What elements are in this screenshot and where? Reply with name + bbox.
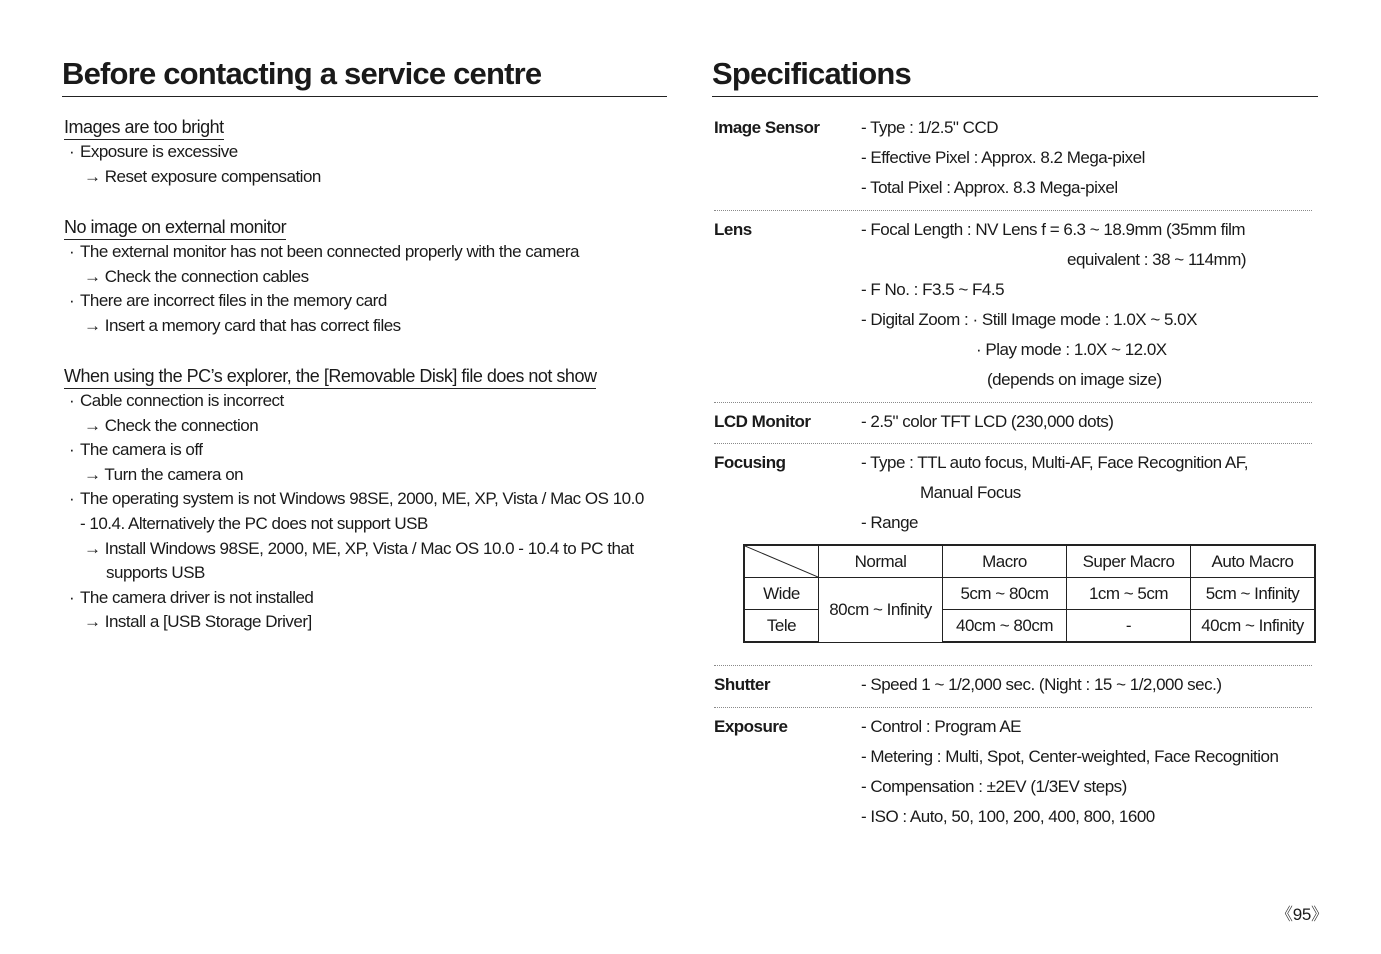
spec-label: Image Sensor xyxy=(714,118,820,137)
page-title-troubleshooting: Before contacting a service centre xyxy=(62,56,667,97)
column-header: Super Macro xyxy=(1067,545,1191,578)
remedy-line: → Install a [USB Storage Driver] xyxy=(84,612,312,632)
spec-label: LCD Monitor xyxy=(714,412,811,431)
focus-range-table xyxy=(743,544,1316,643)
column-header: Normal xyxy=(819,545,943,578)
spec-line: - 2.5" color TFT LCD (230,000 dots) xyxy=(861,412,1114,431)
table-cell: 40cm ~ Infinity xyxy=(1191,610,1316,643)
spec-line-continuation: (depends on image size) xyxy=(987,370,1162,389)
spec-line: - Compensation : ±2EV (1/3EV steps) xyxy=(861,777,1127,796)
section-too-bright xyxy=(64,116,664,189)
spec-line: - Speed 1 ~ 1/2,000 sec. (Night : 15 ~ 1/2,000 sec.) xyxy=(861,675,1222,694)
diagonal-line xyxy=(745,546,818,577)
section-heading: When using the PC’s explorer, the [Removable Disk] file does not show xyxy=(64,365,596,389)
remedy-line: → Install Windows 98SE, 2000, ME, XP, Vista / Mac OS 10.0 - 10.4 to PC that xyxy=(84,538,634,558)
remedy-continuation: supports USB xyxy=(106,563,205,583)
spec-label: Lens xyxy=(714,220,752,239)
symptom-line: · Exposure is excessive xyxy=(69,142,238,161)
section-heading: Images are too bright xyxy=(64,116,224,140)
section-removable-disk xyxy=(64,365,664,635)
table-cell: 1cm ~ 5cm xyxy=(1067,578,1191,610)
spec-values xyxy=(861,215,1246,395)
spec-line: - Metering : Multi, Spot, Center-weighted, Face Recognition xyxy=(861,747,1279,766)
spec-line: - Focal Length : NV Lens f = 6.3 ~ 18.9mm (35mm film xyxy=(861,220,1246,239)
table-cell: 5cm ~ Infinity xyxy=(1191,578,1316,610)
row-header: Tele xyxy=(744,610,819,643)
spec-label: Shutter xyxy=(714,675,770,694)
spec-line: - ISO : Auto, 50, 100, 200, 400, 800, 1600 xyxy=(861,807,1155,826)
page-number: 《95》 xyxy=(1276,905,1328,924)
column-header: Macro xyxy=(943,545,1067,578)
dotted-divider xyxy=(714,443,1312,444)
table-row xyxy=(744,578,1315,610)
symptom-continuation: - 10.4. Alternatively the PC does not support USB xyxy=(80,513,428,533)
symptom-line: · There are incorrect files in the memory card xyxy=(69,291,387,311)
spec-line: - Type : 1/2.5" CCD xyxy=(861,118,999,137)
spec-label: Focusing xyxy=(714,453,786,472)
spec-line-continuation: · Play mode : 1.0X ~ 12.0X xyxy=(976,340,1167,359)
section-no-external-image xyxy=(64,216,664,338)
spec-line: - Range xyxy=(861,513,918,532)
spec-line: - F No. : F3.5 ~ F4.5 xyxy=(861,280,1005,299)
page-title-specifications: Specifications xyxy=(712,56,1318,97)
spec-label: Exposure xyxy=(714,717,788,736)
spec-line-continuation: Manual Focus xyxy=(920,483,1021,502)
column-header: Auto Macro xyxy=(1191,545,1316,578)
symptom-line: · The external monitor has not been connected properly with the camera xyxy=(69,242,579,261)
table-cell-shared: 80cm ~ Infinity xyxy=(819,578,943,643)
symptom-line: · Cable connection is incorrect xyxy=(69,391,284,410)
spec-line: - Type : TTL auto focus, Multi-AF, Face Recognition AF, xyxy=(861,453,1248,472)
dotted-divider xyxy=(714,707,1312,708)
remedy-line: → Check the connection xyxy=(84,415,259,435)
diagonal-header-cell xyxy=(744,545,819,578)
row-header: Wide xyxy=(744,578,819,610)
symptom-line: · The operating system is not Windows 98SE, 2000, ME, XP, Vista / Mac OS 10.0 xyxy=(69,489,644,509)
symptom-line: · The camera is off xyxy=(69,440,203,460)
table-cell: - xyxy=(1067,610,1191,643)
table-cell: 5cm ~ 80cm xyxy=(943,578,1067,610)
spec-values xyxy=(861,407,1113,437)
spec-values xyxy=(861,448,1248,538)
spec-line: - Control : Program AE xyxy=(861,717,1022,736)
dotted-divider xyxy=(714,210,1312,211)
table-cell: 40cm ~ 80cm xyxy=(943,610,1067,643)
remedy-line: → Turn the camera on xyxy=(84,464,244,484)
remedy-line: → Insert a memory card that has correct files xyxy=(84,315,401,335)
spec-line: - Total Pixel : Approx. 8.3 Mega-pixel xyxy=(861,178,1118,197)
dotted-divider xyxy=(714,402,1312,403)
symptom-line: · The camera driver is not installed xyxy=(69,587,314,607)
spec-line: - Digital Zoom : · Still Image mode : 1.0X ~ 5.0X xyxy=(861,310,1197,329)
spec-values xyxy=(861,670,1222,700)
spec-values xyxy=(861,712,1278,832)
spec-line: - Effective Pixel : Approx. 8.2 Mega-pixel xyxy=(861,148,1145,167)
remedy-line: → Reset exposure compensation xyxy=(84,166,321,186)
remedy-line: → Check the connection cables xyxy=(84,266,309,286)
spec-values xyxy=(861,113,1145,203)
table-header-row xyxy=(744,545,1315,578)
dotted-divider xyxy=(714,665,1312,666)
spec-line-continuation: equivalent : 38 ~ 114mm) xyxy=(1067,250,1247,269)
section-heading: No image on external monitor xyxy=(64,216,286,240)
